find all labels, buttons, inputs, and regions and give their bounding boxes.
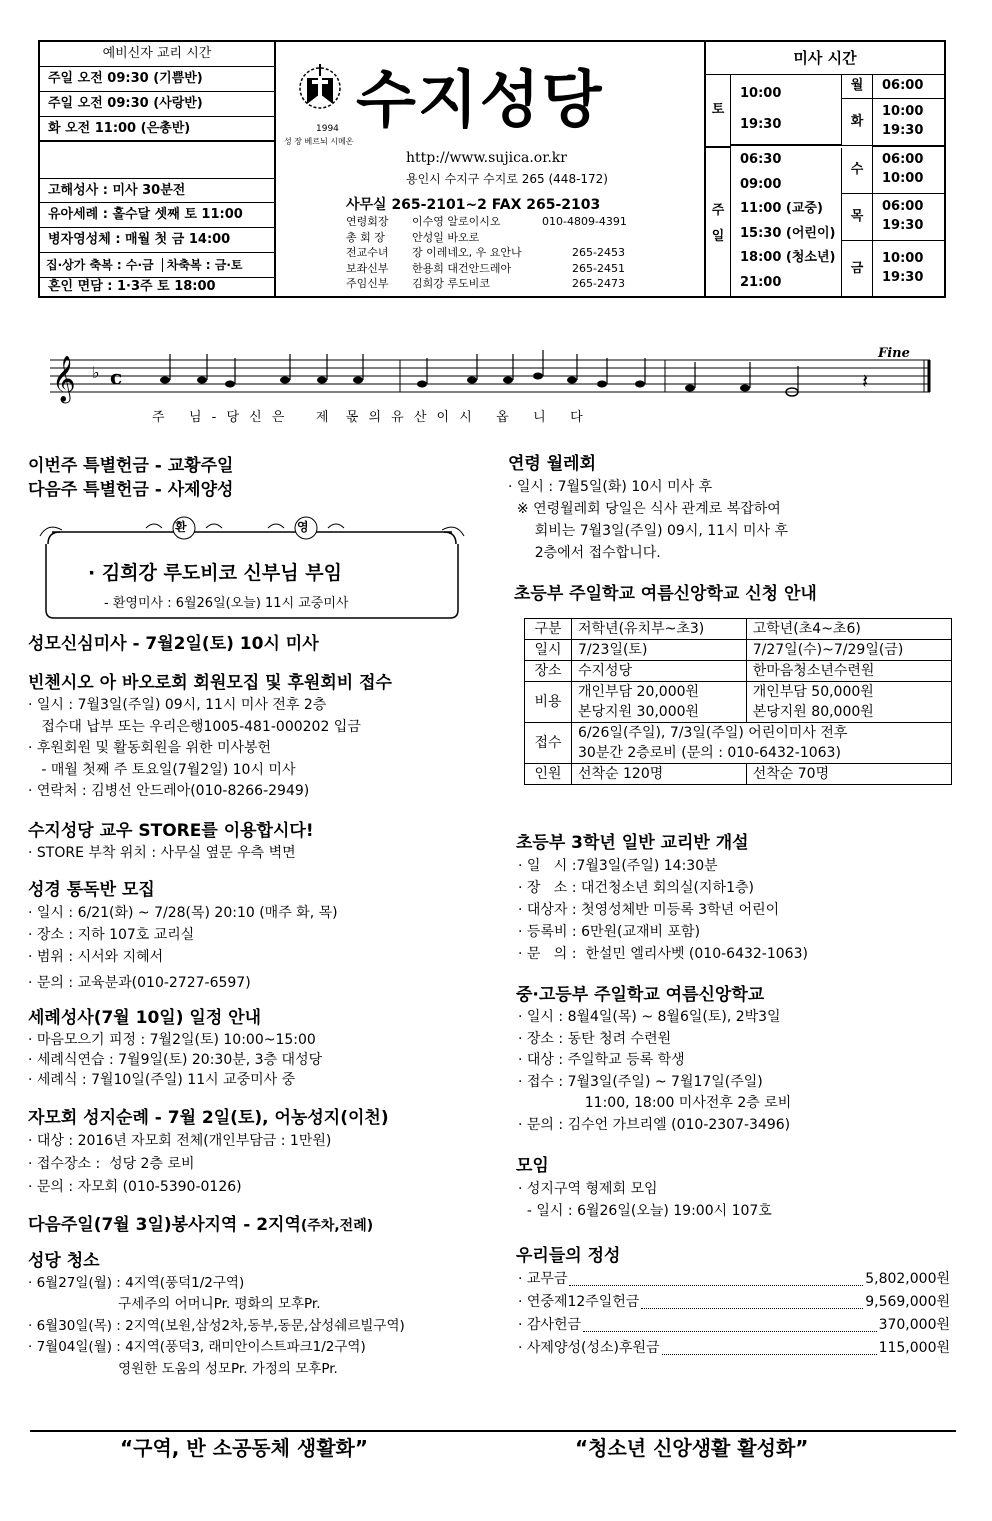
svg-text:c: c (110, 365, 123, 389)
left-column (28, 454, 488, 502)
staff-row: 총 회 장 안성일 바오로 (346, 230, 480, 244)
list-item: · 문 의 : 한설민 엘리사벳 (010-6432-1063) (518, 946, 808, 962)
sacrament-row: 고해성사 : 미사 30분전 (40, 178, 274, 203)
list-item: · 일시 : 6/21(화) ~ 7/28(목) 20:10 (매주 화, 목) (28, 904, 338, 921)
list-item: 2층에서 접수합니다. (508, 545, 661, 561)
baptism-heading: 세례성사(7월 10일) 일정 안내 (28, 1007, 261, 1028)
list-item: · 장소 : 지하 107호 교리실 (28, 926, 195, 943)
table-row: 인원 선착순 120명 선착순 70명 (525, 764, 952, 785)
mass-title: 미사 시간 (706, 42, 944, 75)
list-item: ※ 연령월레회 당일은 식사 관계로 복잡하여 (508, 501, 781, 517)
list-item: · 장소 : 동탄 청려 수련원 (518, 1030, 672, 1047)
list-item: · 범위 : 시서와 지혜서 (28, 948, 164, 965)
marriage-row: 혼인 면담 : 1·3주 토 18:00 (48, 279, 216, 294)
church-address: 용인시 수지구 수지로 265 (448-172) (406, 172, 608, 186)
welcome-sub: - 환영미사 : 6월26일(오늘) 11시 교중미사 (104, 596, 349, 611)
list-item: 접수대 납부 또는 우리은행1005-481-000202 입금 (28, 718, 361, 735)
table-row: 비용 개인부담 20,000원 본당지원 30,000원 개인부담 50,000원 본당지원 80,000원 (525, 682, 952, 723)
mary-mass-heading: 성모신심미사 - 7월2일(토) 10시 미사 (28, 634, 319, 654)
list-item: · 일 시 :7월3일(주일) 14:30분 (518, 858, 718, 874)
staff-row: 연령회장 이수영 알로이시오 010-4809-4391 (346, 215, 627, 228)
bible-heading: 성경 통독반 모집 (28, 879, 155, 900)
church-name: 수지성당 (356, 63, 604, 136)
list-item: 회비는 7월3일(주일) 09시, 11시 미사 후 (508, 523, 789, 539)
staff-list (346, 214, 627, 292)
offering-row: · 감사헌금 370,000원 (518, 1314, 950, 1337)
sun-label: 주일 (706, 148, 731, 296)
office-phone: 사무실 265-2101~2 FAX 265-2103 (346, 197, 601, 213)
list-item: · 일시 : 7월3일(주일) 09시, 11시 미사 전후 2층 (28, 697, 327, 713)
list-item: · 성지구역 형제회 모임 (518, 1181, 658, 1197)
list-item: 11:00, 18:00 미사전후 2층 로비 (518, 1095, 792, 1111)
list-item: · 세례식연습 : 7월9일(토) 20:30분, 3층 대성당 (28, 1051, 323, 1068)
offering-row: · 교무금 5,802,000원 (518, 1268, 950, 1291)
special-offering-next: 다음주 특별헌금 - 사제양성 (28, 480, 234, 500)
summer-school-heading: 초등부 주일학교 여름신앙학교 신청 안내 (514, 584, 817, 604)
sat-times: 10:00 19:30 (730, 74, 842, 146)
logo-caption: 성 장 베르뇌 시메온 (284, 137, 354, 146)
staff-row: 주임신부 김희강 루도비코 265-2473 (346, 277, 625, 290)
offerings-list (518, 1268, 950, 1360)
music-lyrics: 주 님 - 당 신 은 제 몫 의 유 산 이 시 옵 니 다 (152, 410, 586, 425)
list-item: · 후원회원 및 활동회원을 위한 미사봉헌 (28, 740, 272, 756)
welcome-title: · 김희강 루도비코 신부님 부임 (88, 562, 342, 584)
offering-row: · 연중제12주일헌금 9,569,000원 (518, 1291, 950, 1314)
youth-school-heading: 중·고등부 주일학교 여름신앙학교 (516, 985, 765, 1005)
blessing-row (40, 253, 274, 278)
service-heading: 다음주일(7월 3일)봉사지역 - 2지역(주차,전례) (28, 1214, 374, 1235)
list-item: · 세례식 : 7월10일(주일) 11시 교중미사 중 (28, 1071, 296, 1088)
offerings-heading: 우리들의 정성 (516, 1246, 621, 1266)
list-item: 구세주의 어머니Pr. 평화의 모후Pr. (28, 1296, 321, 1312)
list-item: · 접수장소 : 성당 2층 로비 (28, 1155, 195, 1172)
svg-text:𝄞: 𝄞 (52, 356, 76, 402)
offering-row: · 사제양성(성소)후원금 115,000원 (518, 1337, 950, 1360)
store-heading: 수지성당 교우 STORE를 이용합시다! (28, 820, 314, 841)
fine-mark: Fine (878, 346, 910, 361)
summer-school-table (524, 618, 952, 785)
list-item: · 일시 : 8월4일(목) ~ 8월6일(토), 2박3일 (518, 1009, 781, 1025)
grade3-heading: 초등부 3학년 일반 교리반 개설 (516, 833, 749, 853)
music-score (40, 340, 940, 430)
sacrament-row: 유아세례 : 홀수달 셋째 토 11:00 (40, 203, 274, 228)
bulletin-header (38, 40, 946, 298)
meeting-heading: 모임 (516, 1156, 549, 1176)
car-blessing: 차축복 : 금·토 (162, 258, 243, 272)
list-item: · 연락처 : 김병선 안드레아(010-8266-2949) (28, 783, 310, 799)
right-column (508, 452, 960, 1360)
catechism-row: 주일 오전 09:30 (기쁨반) (40, 67, 274, 92)
house-blessing: 집·상가 축복 : 수·금 (46, 258, 154, 272)
list-item: · 등록비 : 6만원(교재비 포함) (518, 924, 701, 940)
list-item: · 일시 : 7월5일(화) 10시 미사 후 (508, 479, 713, 495)
staff-row: 전교수녀 장 이레네오, 우 요안나 265-2453 (346, 246, 625, 259)
sacrament-row: 병자영성체 : 매월 첫 금 14:00 (40, 228, 274, 253)
welcome-char-a: 환 (175, 520, 187, 534)
church-url[interactable]: http://www.sujica.or.kr (406, 150, 567, 166)
mourners-heading: 연령 월레회 (508, 454, 597, 474)
church-masthead (276, 42, 706, 296)
list-item: · 6월30일(목) : 2지역(보원,삼성2차,동부,동문,삼성쉐르빌구역) (28, 1317, 405, 1334)
sun-times: 06:30 09:00 11:00 (교중) 15:30 (어린이) 18:00 (청소년) 21:00 (730, 148, 842, 296)
logo-year: 1994 (316, 124, 339, 134)
list-item: · 대상자 : 첫영성체반 미등록 3학년 어린이 (518, 902, 780, 918)
special-offering-this: 이번주 특별헌금 - 교황주일 (28, 456, 234, 476)
welcome-char-b: 영 (297, 520, 309, 534)
staff-row: 보좌신부 한용희 대건안드레아 265-2451 (346, 261, 625, 275)
catechism-schedule (40, 42, 276, 296)
welcome-banner (34, 514, 470, 620)
catechism-row: 주일 오전 09:30 (사랑반) (40, 92, 274, 117)
weekday-times: 월 06:00 화 10:00 19:30 수 06:00 10:00 목 06:00 19:30 금 10:00 19:30 (842, 74, 944, 296)
list-item: · 6월27일(월) : 4지역(풍덕1/2구역) (28, 1274, 245, 1291)
table-row: 일시 7/23일(토) 7/27일(수)~7/29일(금) (525, 640, 952, 661)
footer-motto-right: “청소년 신앙생활 활성화” (575, 1436, 809, 1460)
list-item: 영원한 도움의 성모Pr. 가정의 모후Pr. (28, 1360, 338, 1377)
list-item: · 마음모으기 피정 : 7월2일(토) 10:00~15:00 (28, 1031, 316, 1048)
table-row: 장소 수지성당 한마음청소년수련원 (525, 661, 952, 682)
list-item: · 문의 : 김수언 가브리엘 (010-2307-3496) (518, 1116, 791, 1133)
list-item: - 매월 첫째 주 토요일(7월2일) 10시 미사 (28, 761, 296, 778)
left-notices (28, 632, 493, 1380)
list-item: · 장 소 : 대건청소년 회의실(지하1층) (518, 880, 754, 896)
list-item: · STORE 부착 위치 : 사무실 옆문 우측 벽면 (28, 844, 296, 861)
list-item: · 문의 : 자모회 (010-5390-0126) (28, 1178, 242, 1195)
list-item: · 대상 : 주일학교 등록 학생 (518, 1052, 685, 1068)
list-item: · 대상 : 2016년 자모회 전체(개인부담금 : 1만원) (28, 1132, 332, 1149)
table-row: 접수 6/26일(주일), 7/3일(주일) 어린이미사 전후 30분간 2층로비 (문의 : 010-6432-1063) (525, 723, 952, 764)
vincent-heading: 빈첸시오 아 바오로회 회원모집 및 후원회비 접수 (28, 673, 392, 693)
footer-motto-left: “구역, 반 소공동체 생활화” (120, 1436, 368, 1460)
svg-text:𝄽: 𝄽 (862, 369, 869, 393)
catechism-title: 예비신자 교리 시간 (40, 42, 274, 67)
mothers-heading: 자모회 성지순례 - 7월 2일(토), 어농성지(이천) (28, 1107, 389, 1128)
list-item: · 7월04일(월) : 4지역(풍덕3, 래미안이스트파크1/2구역) (28, 1339, 366, 1355)
mass-schedule (704, 42, 944, 296)
list-item: - 일시 : 6월26일(오늘) 19:00시 107호 (518, 1203, 772, 1219)
table-row: 구분 저학년(유치부~초3) 고학년(초4~초6) (525, 619, 952, 640)
catechism-row: 화 오전 11:00 (은총반) (40, 117, 274, 142)
svg-text:♭: ♭ (92, 363, 100, 382)
list-item: · 문의 : 교육분과(010-2727-6597) (28, 974, 251, 991)
list-item: · 접수 : 7월3일(주일) ~ 7월17일(주일) (518, 1073, 763, 1090)
sat-label: 토 (706, 74, 731, 148)
cleaning-heading: 성당 청소 (28, 1250, 100, 1271)
